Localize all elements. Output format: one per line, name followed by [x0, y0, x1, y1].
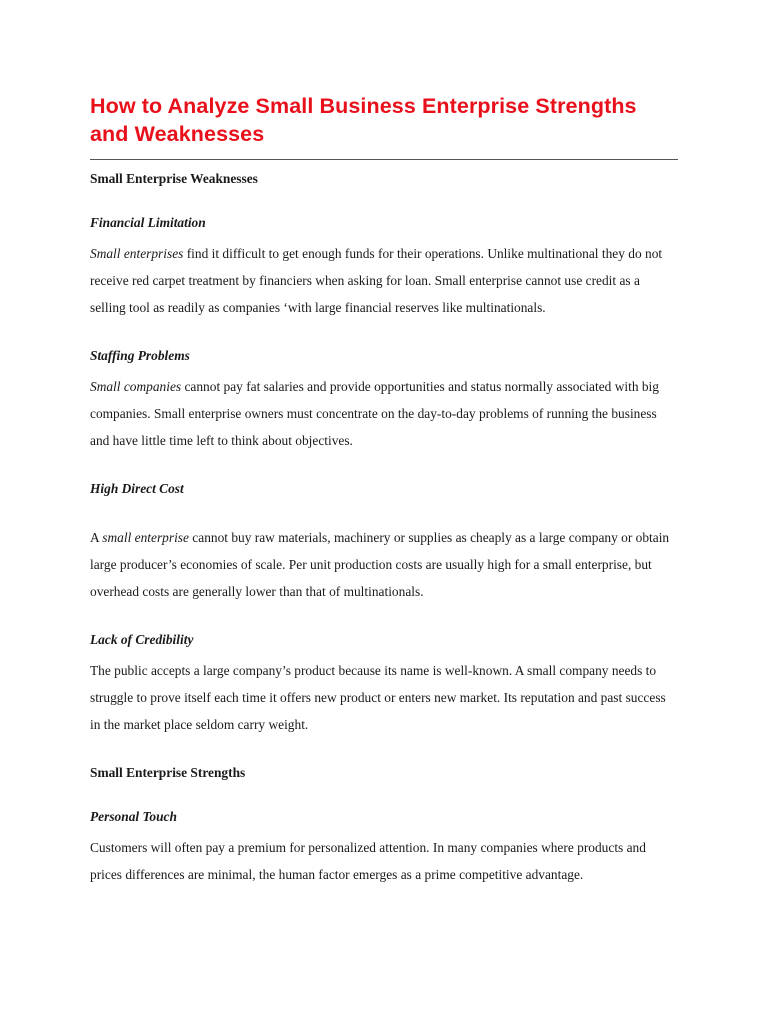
subheading-high-direct-cost: High Direct Cost: [90, 481, 184, 496]
paragraph-text: find it difficult to get enough funds for their operations. Unlike multinational they do not receive red carpet treatment by financiers when asking for loan. Small enterprise cannot use credit as a selling tool as readily as companies ‘with large financial reserves like multinationals.: [90, 246, 663, 315]
subheading-financial-limitation: Financial Limitation: [90, 215, 206, 230]
paragraph-text: Customers will often pay a premium for personalized attention. In many companies where products and prices differences are minimal, the human factor emerges as a prime competitive advantage.: [90, 840, 646, 882]
paragraph-text: cannot buy raw materials, machinery or supplies as cheaply as a large company or obtain large producer’s economies of scale. Per unit production costs are usually high for a small enterprise, but overhead costs are generally lower than that of multinationals.: [90, 530, 670, 599]
paragraph-personal-touch: [90, 834, 678, 888]
paragraph-text: cannot pay fat salaries and provide opportunities and status normally associated with big companies. Small enterprise owners must concentrate on the day-to-day problems of running the business and have little time left to think about objectives.: [90, 379, 659, 448]
paragraph-financial-limitation: [90, 240, 678, 321]
paragraph-high-direct-cost: [90, 524, 678, 605]
paragraph-lead-italic: Small companies: [90, 379, 182, 394]
paragraph-lead-italic: small enterprise: [102, 530, 189, 545]
paragraph-text: The public accepts a large company’s product because its name is well-known. A small company needs to struggle to prove itself each time it offers new product or enters new market. Its reputation and past success in the market place seldom carry weight.: [90, 663, 666, 732]
section-heading-strengths: Small Enterprise Strengths: [90, 765, 246, 780]
paragraph-lead-italic: Small enterprises: [90, 246, 184, 261]
paragraph-lack-of-credibility: [90, 657, 678, 738]
subheading-personal-touch: Personal Touch: [90, 809, 177, 824]
document-page: [90, 92, 678, 888]
paragraph-staffing-problems: [90, 373, 678, 454]
section-heading-weaknesses: Small Enterprise Weaknesses: [90, 171, 258, 186]
subheading-staffing-problems: Staffing Problems: [90, 348, 190, 363]
paragraph-lead-plain: A: [90, 530, 103, 545]
subheading-lack-of-credibility: Lack of Credibility: [90, 632, 194, 647]
document-title: How to Analyze Small Business Enterprise Strengths and Weaknesses: [90, 92, 678, 160]
